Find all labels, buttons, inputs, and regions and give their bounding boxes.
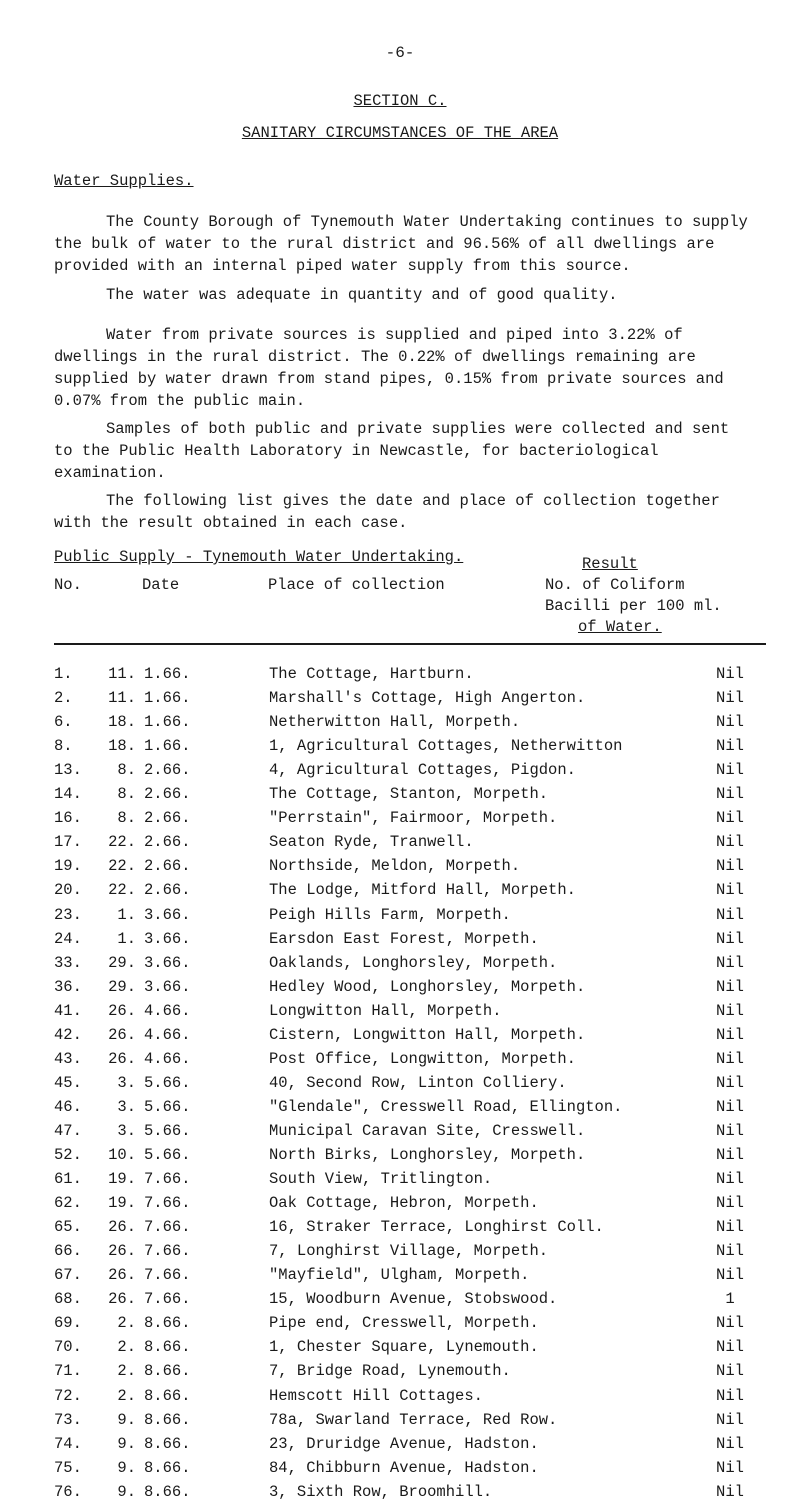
table-row	[0, 1480, 800, 1504]
sample-place: 84, Chibburn Avenue, Hadston.	[269, 1458, 539, 1477]
sample-number: 70.	[54, 1338, 82, 1357]
table-row	[0, 1119, 800, 1143]
sample-day: 2.	[117, 1386, 136, 1405]
sample-number: 46.	[54, 1097, 82, 1116]
table-row	[0, 1335, 800, 1359]
sample-month-year: 2.66.	[144, 881, 191, 900]
sample-number: 45.	[54, 1073, 82, 1092]
page-number: -6-	[385, 44, 415, 62]
sample-day: 8.	[117, 809, 136, 828]
sample-month-year: 8.66.	[144, 1338, 191, 1357]
sample-day: 2.	[117, 1362, 136, 1381]
result-header-line: Bacilli per 100 ml.	[545, 597, 722, 615]
sample-day: 2.	[117, 1338, 136, 1357]
table-row	[0, 1384, 800, 1408]
sample-result: Nil	[716, 881, 744, 900]
sample-month-year: 5.66.	[144, 1073, 191, 1092]
sample-result: Nil	[716, 1362, 744, 1381]
sample-result: Nil	[716, 1314, 744, 1333]
sample-month-year: 4.66.	[144, 1049, 191, 1068]
sample-place: 7, Longhirst Village, Morpeth.	[269, 1242, 549, 1261]
sample-day: 1.	[117, 929, 136, 948]
section-subtitle: SANITARY CIRCUMSTANCES OF THE AREA	[241, 124, 559, 142]
sample-day: 26.	[108, 1218, 136, 1237]
sample-place: Longwitton Hall, Morpeth.	[269, 1001, 502, 1020]
sample-day: 26.	[108, 1025, 136, 1044]
sample-month-year: 1.66.	[144, 665, 191, 683]
sample-place: Peigh Hills Farm, Morpeth.	[269, 905, 511, 924]
sample-result: Nil	[716, 1194, 744, 1213]
sample-month-year: 2.66.	[144, 809, 191, 828]
sample-number: 36.	[54, 977, 82, 996]
sample-result: Nil	[716, 761, 744, 780]
sample-result: Nil	[716, 665, 744, 683]
sample-place: The Cottage, Hartburn.	[269, 665, 474, 683]
paragraph-list-intro: The following list gives the date and place of collection together with the result obtained in each case.	[54, 492, 720, 532]
sample-month-year: 7.66.	[144, 1290, 191, 1309]
sample-month-year: 2.66.	[144, 761, 191, 780]
sample-place: Cistern, Longwitton Hall, Morpeth.	[269, 1025, 586, 1044]
sample-month-year: 7.66.	[144, 1170, 191, 1189]
sample-result: Nil	[716, 1146, 744, 1164]
sample-result: 1	[725, 1290, 735, 1309]
sample-result: Nil	[716, 929, 744, 948]
sample-place: The Cottage, Stanton, Morpeth.	[269, 785, 549, 804]
sample-month-year: 2.66.	[144, 785, 191, 804]
paragraph-supply: The County Borough of Tynemouth Water Undertaking continues to supply the bulk of water to the rural district and 96.56% of all dwellings are provided with an internal piped water supply from this source.	[54, 213, 748, 275]
table-row	[0, 662, 800, 686]
sample-day: 9.	[117, 1434, 136, 1453]
column-header-place: Place of collection	[268, 576, 445, 594]
sample-place: 78a, Swarland Terrace, Red Row.	[269, 1410, 558, 1429]
table-divider	[54, 643, 766, 645]
sample-number: 65.	[54, 1218, 82, 1237]
sample-number: 67.	[54, 1266, 82, 1285]
sample-result: Nil	[716, 1218, 744, 1237]
sample-month-year: 7.66.	[144, 1266, 191, 1285]
sample-day: 3.	[117, 1097, 136, 1116]
sample-day: 11.	[108, 689, 136, 708]
sample-day: 10.	[108, 1146, 136, 1164]
table-row	[0, 999, 800, 1023]
table-row	[0, 1023, 800, 1047]
sample-month-year: 4.66.	[144, 1025, 191, 1044]
sample-place: "Mayfield", Ulgham, Morpeth.	[269, 1266, 530, 1285]
table-row	[0, 1047, 800, 1071]
table-row	[0, 758, 800, 782]
sample-number: 71.	[54, 1362, 82, 1381]
sample-number: 6.	[54, 713, 73, 732]
sample-month-year: 8.66.	[144, 1362, 191, 1381]
sample-result: Nil	[716, 1386, 744, 1405]
sample-month-year: 7.66.	[144, 1194, 191, 1213]
table-row	[0, 686, 800, 710]
sample-day: 26.	[108, 1242, 136, 1261]
sample-number: 19.	[54, 857, 82, 876]
sample-number: 14.	[54, 785, 82, 804]
sample-place: South View, Tritlington.	[269, 1170, 493, 1189]
table-row	[0, 854, 800, 878]
sample-month-year: 8.66.	[144, 1434, 191, 1453]
result-header-line: No. of Coliform	[545, 576, 685, 594]
table-row	[0, 806, 800, 830]
sample-day: 19.	[108, 1170, 136, 1189]
water-supplies-heading: Water Supplies.	[54, 172, 194, 190]
sample-month-year: 1.66.	[144, 689, 191, 708]
sample-result: Nil	[716, 1121, 744, 1140]
table-row	[0, 1191, 800, 1215]
sample-result: Nil	[716, 1410, 744, 1429]
sample-number: 68.	[54, 1290, 82, 1309]
sample-month-year: 4.66.	[144, 1001, 191, 1020]
sample-place: 3, Sixth Row, Broomhill.	[269, 1482, 493, 1501]
sample-number: 72.	[54, 1386, 82, 1405]
table-row	[0, 903, 800, 927]
sample-month-year: 1.66.	[144, 737, 191, 756]
sample-day: 8.	[117, 785, 136, 804]
sample-day: 18.	[108, 737, 136, 756]
sample-number: 13.	[54, 761, 82, 780]
sample-number: 42.	[54, 1025, 82, 1044]
sample-result: Nil	[716, 833, 744, 852]
sample-place: 1, Agricultural Cottages, Netherwitton	[269, 737, 623, 756]
sample-place: 15, Woodburn Avenue, Stobswood.	[269, 1290, 558, 1309]
sample-month-year: 7.66.	[144, 1218, 191, 1237]
sample-day: 19.	[108, 1194, 136, 1213]
sample-day: 2.	[117, 1314, 136, 1333]
table-row	[0, 951, 800, 975]
paragraph-quality: The water was adequate in quantity and of good quality.	[106, 286, 618, 304]
sample-number: 47.	[54, 1121, 82, 1140]
sample-month-year: 8.66.	[144, 1386, 191, 1405]
table-row	[0, 1215, 800, 1239]
sample-place: Post Office, Longwitton, Morpeth.	[269, 1049, 576, 1068]
sample-place: Hemscott Hill Cottages.	[269, 1386, 483, 1405]
table-row	[0, 1167, 800, 1191]
table-row	[0, 1071, 800, 1095]
sample-month-year: 7.66.	[144, 1242, 191, 1261]
column-header-result	[545, 554, 755, 638]
sample-place: Netherwitton Hall, Morpeth.	[269, 713, 521, 732]
sample-number: 43.	[54, 1049, 82, 1068]
sample-day: 9.	[117, 1410, 136, 1429]
sample-place: 1, Chester Square, Lynemouth.	[269, 1338, 539, 1357]
sample-number: 20.	[54, 881, 82, 900]
sample-month-year: 3.66.	[144, 953, 191, 972]
sample-result: Nil	[716, 953, 744, 972]
sample-number: 24.	[54, 929, 82, 948]
sample-month-year: 5.66.	[144, 1097, 191, 1116]
sample-place: Pipe end, Cresswell, Morpeth.	[269, 1314, 539, 1333]
sample-number: 61.	[54, 1170, 82, 1189]
sample-result: Nil	[716, 1025, 744, 1044]
sample-number: 74.	[54, 1434, 82, 1453]
sample-day: 26.	[108, 1049, 136, 1068]
table-row	[0, 975, 800, 999]
sample-number: 73.	[54, 1410, 82, 1429]
table-row	[0, 1095, 800, 1119]
column-header-date: Date	[142, 576, 180, 594]
sample-place: Municipal Caravan Site, Cresswell.	[269, 1121, 586, 1140]
table-row	[0, 734, 800, 758]
sample-number: 1.	[54, 665, 73, 683]
sample-place: Hedley Wood, Longhorsley, Morpeth.	[269, 977, 586, 996]
table-row	[0, 830, 800, 854]
sample-result: Nil	[716, 905, 744, 924]
sample-place: 23, Druridge Avenue, Hadston.	[269, 1434, 539, 1453]
table-row	[0, 1432, 800, 1456]
sample-day: 9.	[117, 1482, 136, 1501]
paragraph-samples: Samples of both public and private supplies were collected and sent to the Public Health Laboratory in Newcastle, for bacteriological examination.	[54, 420, 730, 482]
sample-result: Nil	[716, 1266, 744, 1285]
sample-month-year: 8.66.	[144, 1482, 191, 1501]
table-row	[0, 1143, 800, 1167]
sample-month-year: 1.66.	[144, 713, 191, 732]
table-row	[0, 1239, 800, 1263]
table-row	[0, 710, 800, 734]
sample-place: Oaklands, Longhorsley, Morpeth.	[269, 953, 558, 972]
sample-day: 29.	[108, 977, 136, 996]
sample-month-year: 3.66.	[144, 929, 191, 948]
sample-number: 23.	[54, 905, 82, 924]
sample-month-year: 8.66.	[144, 1458, 191, 1477]
sample-month-year: 5.66.	[144, 1146, 191, 1164]
table-row	[0, 1408, 800, 1432]
result-header-line: of Water.	[578, 618, 662, 636]
sample-day: 8.	[117, 761, 136, 780]
sample-result: Nil	[716, 1482, 744, 1501]
sample-day: 22.	[108, 881, 136, 900]
sample-number: 52.	[54, 1146, 82, 1164]
sample-number: 17.	[54, 833, 82, 852]
section-title: SECTION C.	[353, 92, 447, 110]
sample-place: Northside, Meldon, Morpeth.	[269, 857, 521, 876]
sample-month-year: 3.66.	[144, 977, 191, 996]
table-row	[0, 1311, 800, 1335]
sample-month-year: 2.66.	[144, 857, 191, 876]
sample-place: 40, Second Row, Linton Colliery.	[269, 1073, 567, 1092]
paragraph-private-sources: Water from private sources is supplied and piped into 3.22% of dwellings in the rural district. The 0.22% of dwellings remaining are supplied by water drawn from stand pipes, 0.15% from private sources and 0.07% from the public main.	[54, 326, 724, 410]
sample-day: 3.	[117, 1121, 136, 1140]
table-row	[0, 1287, 800, 1311]
sample-month-year: 5.66.	[144, 1121, 191, 1140]
sample-result: Nil	[716, 857, 744, 876]
sample-result: Nil	[716, 1170, 744, 1189]
table-row	[0, 1359, 800, 1383]
sample-month-year: 3.66.	[144, 905, 191, 924]
sample-place: "Perrstain", Fairmoor, Morpeth.	[269, 809, 558, 828]
sample-day: 29.	[108, 953, 136, 972]
table-row	[0, 1263, 800, 1287]
sample-day: 18.	[108, 713, 136, 732]
sample-result: Nil	[716, 737, 744, 756]
sample-month-year: 2.66.	[144, 833, 191, 852]
sample-number: 69.	[54, 1314, 82, 1333]
sample-place: North Birks, Longhorsley, Morpeth.	[269, 1146, 586, 1164]
sample-place: The Lodge, Mitford Hall, Morpeth.	[269, 881, 576, 900]
sample-place: 7, Bridge Road, Lynemouth.	[269, 1362, 511, 1381]
sample-result: Nil	[716, 1434, 744, 1453]
sample-result: Nil	[716, 785, 744, 804]
sample-result: Nil	[716, 689, 744, 708]
sample-number: 16.	[54, 809, 82, 828]
sample-day: 26.	[108, 1001, 136, 1020]
sample-day: 11.	[108, 665, 136, 683]
sample-result: Nil	[716, 977, 744, 996]
sample-day: 9.	[117, 1458, 136, 1477]
sample-number: 75.	[54, 1458, 82, 1477]
sample-number: 2.	[54, 689, 73, 708]
sample-number: 41.	[54, 1001, 82, 1020]
public-supply-heading: Public Supply - Tynemouth Water Undertaking.	[54, 548, 464, 566]
sample-day: 26.	[108, 1266, 136, 1285]
sample-result: Nil	[716, 713, 744, 732]
column-header-no: No.	[54, 576, 82, 594]
sample-place: Seaton Ryde, Tranwell.	[269, 833, 474, 852]
sample-day: 3.	[117, 1073, 136, 1092]
sample-month-year: 8.66.	[144, 1410, 191, 1429]
sample-day: 22.	[108, 833, 136, 852]
sample-day: 1.	[117, 905, 136, 924]
table-row	[0, 878, 800, 902]
sample-day: 22.	[108, 857, 136, 876]
sample-place: Earsdon East Forest, Morpeth.	[269, 929, 539, 948]
sample-place: Marshall's Cottage, High Angerton.	[269, 689, 586, 708]
result-header-line: Result	[582, 555, 638, 573]
sample-day: 26.	[108, 1290, 136, 1309]
table-row	[0, 1456, 800, 1480]
sample-result: Nil	[716, 1458, 744, 1477]
table-row	[0, 927, 800, 951]
sample-result: Nil	[716, 1073, 744, 1092]
sample-result: Nil	[716, 1001, 744, 1020]
sample-result: Nil	[716, 1097, 744, 1116]
sample-number: 76.	[54, 1482, 82, 1501]
sample-number: 66.	[54, 1242, 82, 1261]
table-row	[0, 782, 800, 806]
sample-result: Nil	[716, 1242, 744, 1261]
sample-number: 33.	[54, 953, 82, 972]
sample-number: 62.	[54, 1194, 82, 1213]
sample-result: Nil	[716, 809, 744, 828]
sample-place: 16, Straker Terrace, Longhirst Coll.	[269, 1218, 604, 1237]
sample-place: 4, Agricultural Cottages, Pigdon.	[269, 761, 576, 780]
sample-number: 8.	[54, 737, 73, 756]
sample-place: "Glendale", Cresswell Road, Ellington.	[269, 1097, 623, 1116]
sample-place: Oak Cottage, Hebron, Morpeth.	[269, 1194, 539, 1213]
sample-result: Nil	[716, 1338, 744, 1357]
sample-month-year: 8.66.	[144, 1314, 191, 1333]
sample-result: Nil	[716, 1049, 744, 1068]
